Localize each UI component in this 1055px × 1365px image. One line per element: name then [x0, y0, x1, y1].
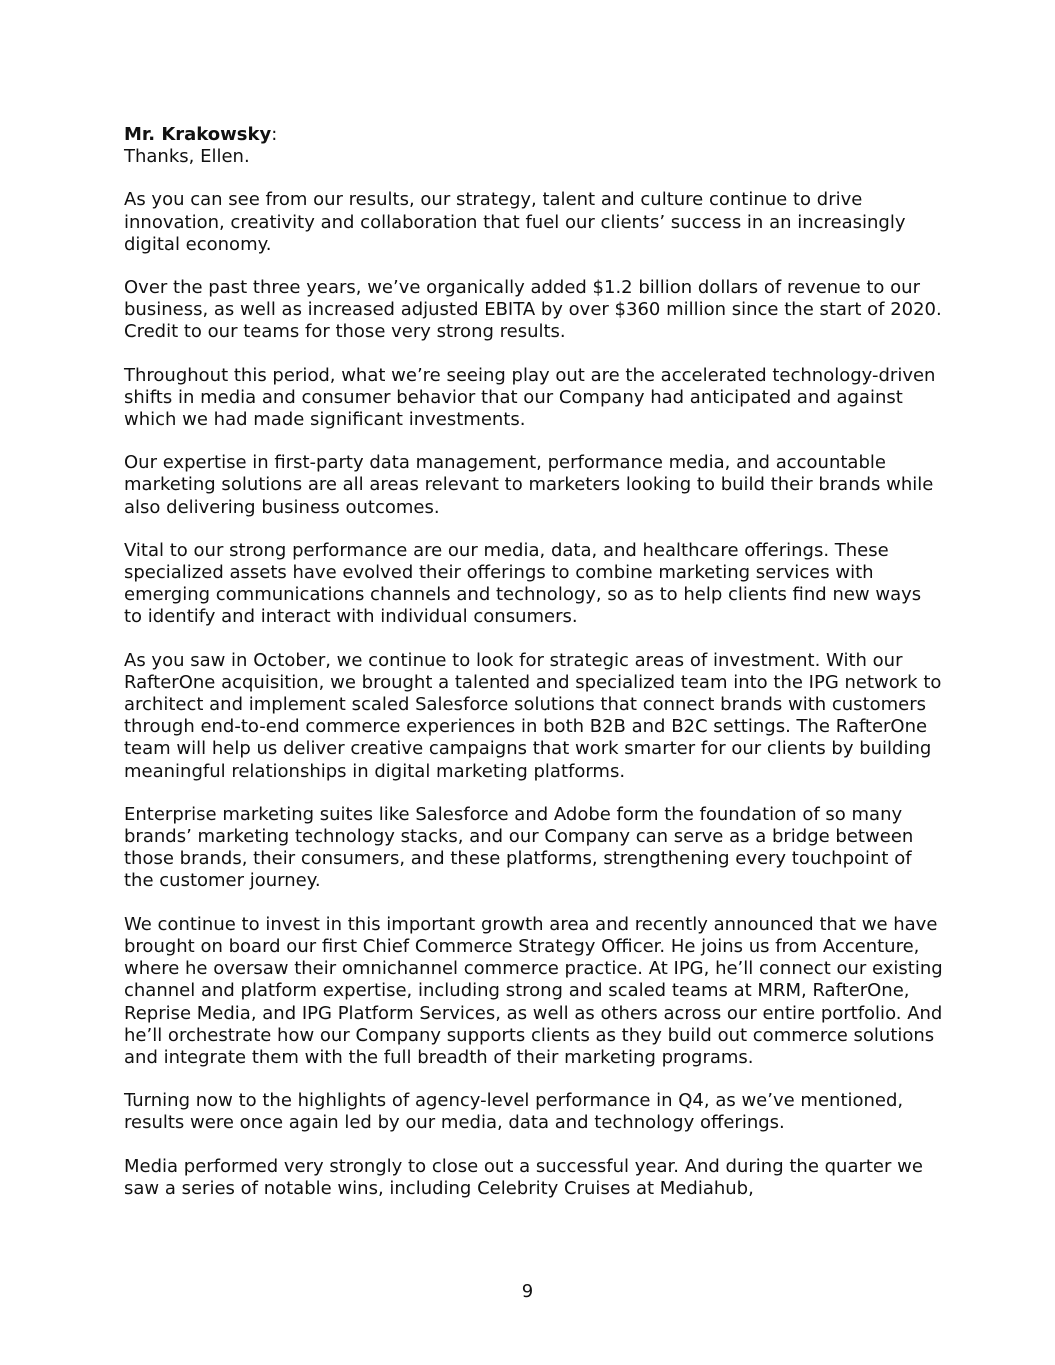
paragraph: Throughout this period, what we’re seeing play out are the accelerated technology-driven shifts in media and consumer behavior that our Company had anticipated and against which we had made significant investments. — [124, 364, 936, 431]
paragraph: Vital to our strong performance are our media, data, and healthcare offerings. These specialized assets have evolved their offerings to combine marketing services with emerging communications channels and technology, so as to help clients find new ways to identify and interact with individual consumers. — [124, 539, 922, 628]
paragraph: As you saw in October, we continue to look for strategic areas of investment. With our RafterOne acquisition, we brought a talented and specialized team into the IPG network to architect and implement scaled Salesforce solutions that connect brands with customers through end-to-end commerce experiences in both B2B and B2C settings. The RafterOne team will help us deliver creative campaigns that work smarter for our clients by building meaningful relationships in digital marketing platforms. — [124, 649, 942, 782]
paragraph: As you can see from our results, our strategy, talent and culture continue to drive innovation, creativity and collaboration that fuel our clients’ success in an increasingly digital economy. — [124, 189, 906, 255]
speaker-name: Mr. Krakowsky — [124, 124, 272, 145]
speaker-greeting: Thanks, Ellen. — [124, 146, 250, 168]
paragraph: Our expertise in first-party data management, performance media, and accountable marketing solutions are all areas relevant to marketers looking to build their brands while also delivering business outcomes. — [124, 452, 934, 518]
speaker-colon: : — [271, 124, 278, 145]
paragraph: We continue to invest in this important growth area and recently announced that we have brought on board our first Chief Commerce Strategy Officer. He joins us from Accenture, where he oversaw their omnichannel commerce practice. At IPG, he’ll connect our existing channel and platform expertise, including strong and scaled teams at MRM, RafterOne, Reprise Media, and IPG Platform Services, as well as others across our entire portfolio. And he’ll orchestrate how our Company supports clients as they build out commerce solutions and integrate them with the full breadth of their marketing programs. — [124, 913, 943, 1068]
paragraph: Turning now to the highlights of agency-level performance in Q4, as we’ve mentioned, results were once again led by our media, data and technology offerings. — [124, 1090, 904, 1134]
transcript-body — [124, 124, 944, 1221]
paragraph: Media performed very strongly to close out a successful year. And during the quarter we saw a series of notable wins, including Celebrity Cruises at Mediahub, — [124, 1155, 923, 1199]
page-number: 9 — [521, 1281, 534, 1302]
speaker-line — [124, 124, 944, 146]
paragraph: Over the past three years, we’ve organically added $1.2 billion dollars of revenue to our business, as well as increased adjusted EBITA by over $360 million since the start of 2020. Credit to our teams for those very strong results. — [124, 277, 942, 343]
paragraph: Enterprise marketing suites like Salesforce and Adobe form the foundation of so many brands’ marketing technology stacks, and our Company can serve as a bridge between those brands, their consumers, and these platforms, strengthening every touchpoint of the customer journey. — [124, 803, 914, 892]
